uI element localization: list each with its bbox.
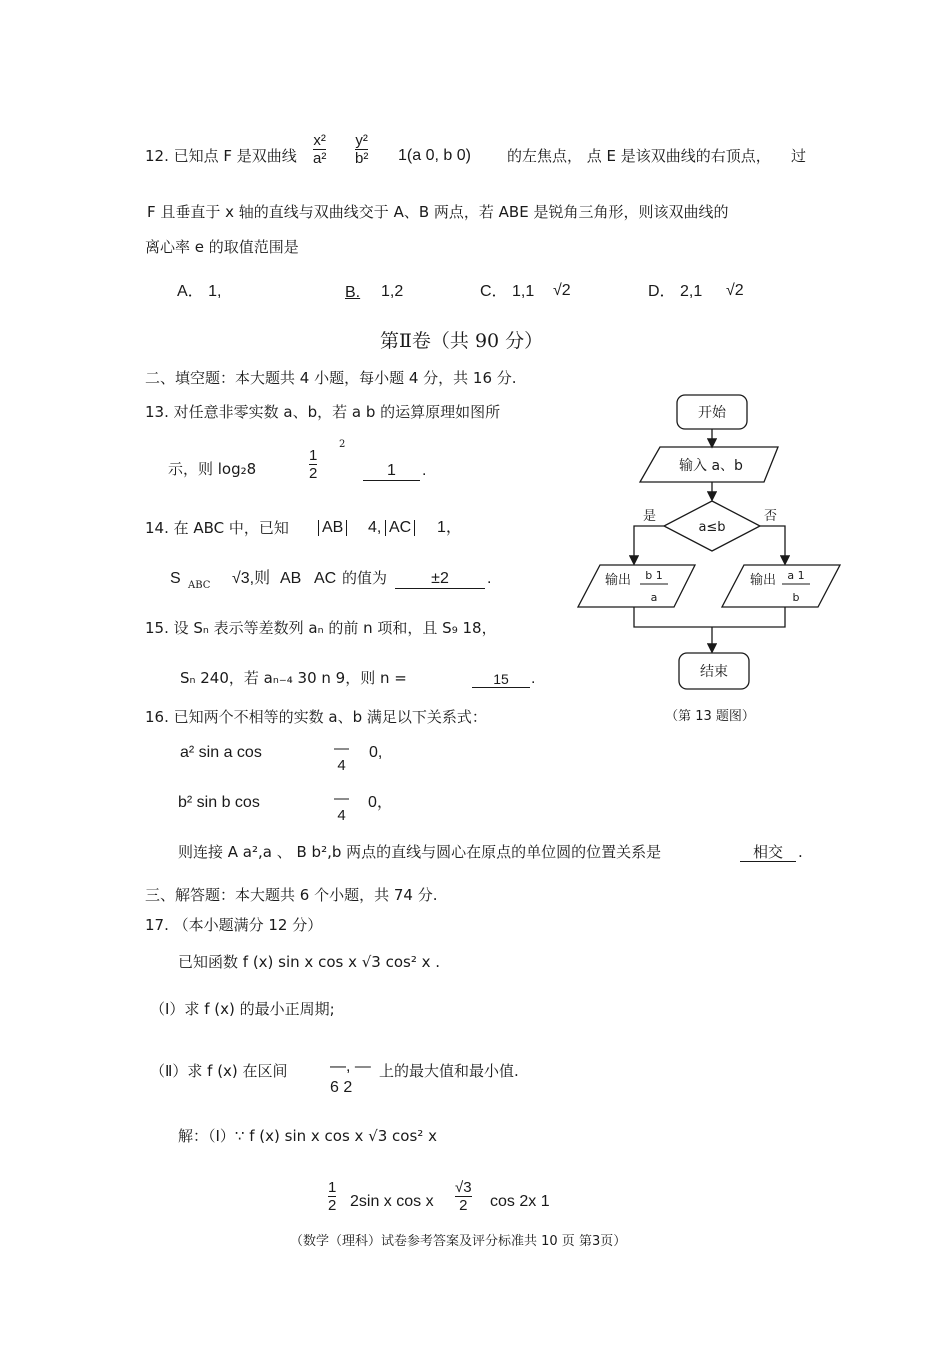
- q13-frac: [309, 447, 317, 483]
- q12-line2: F 且垂直于 x 轴的直线与双曲线交于 A、B 两点，若 ABE 是锐角三角形，则该双曲线的: [147, 203, 729, 221]
- q14-period: .: [487, 570, 492, 587]
- q12-option-d-sqrt: √2: [726, 282, 744, 299]
- flow-yes-label: 是: [643, 509, 657, 524]
- q17-sol-frac2-num: √3: [455, 1179, 472, 1196]
- q12-frac-x-num: x²: [313, 132, 326, 149]
- flow-connector: [634, 607, 785, 627]
- q12-frac-y-den: b²: [355, 150, 369, 168]
- q12-frac-x-den: a²: [313, 150, 327, 168]
- q17-interval-bottom: 6 2: [330, 1079, 353, 1096]
- q15-line2-prefix: Sₙ 240，若 aₙ₋₄ 30 n 9，则 n =: [180, 669, 407, 687]
- section3-heading: 三、解答题：本大题共 6 个小题，共 74 分.: [145, 886, 438, 904]
- q13-answer: [363, 463, 420, 481]
- q13-line1: 13. 对任意非零实数 a、b，若 a b 的运算原理如图所: [145, 403, 501, 421]
- q13-superscript: 2: [339, 439, 346, 450]
- q17-given: 已知函数 f (x) sin x cos x √3 cos² x .: [178, 953, 441, 971]
- q16-equation-2: b² sin b cos: [178, 794, 260, 811]
- q17-sol-frac1: [328, 1179, 336, 1215]
- flow-input-label: 输入 a、b: [679, 458, 743, 474]
- q12-option-d: D． 2,1: [648, 283, 703, 300]
- q16-period: .: [798, 843, 803, 861]
- q16-eq2-frac-num: —: [334, 790, 349, 807]
- q14-vec-ab-label: AB: [322, 519, 344, 536]
- flow-arrow: [760, 526, 785, 563]
- q16-eq2-frac: [334, 790, 349, 825]
- q12-option-b-value: 1,2: [381, 283, 404, 300]
- flow-output-left-num: b 1: [645, 569, 663, 582]
- q14-vec-ab: [318, 520, 347, 536]
- q14-answer-value: ±2: [431, 570, 449, 587]
- q17-part2-suffix: 上的最大值和最小值.: [379, 1062, 519, 1080]
- flow-output-right-label: 输出: [750, 573, 777, 588]
- q15-period: .: [531, 670, 536, 687]
- q17-solution-end: cos 2x 1: [490, 1193, 550, 1210]
- q17-sol-frac1-den: 2: [328, 1197, 337, 1215]
- q14-vec-ac-label: AC: [389, 519, 412, 536]
- q13-line2-prefix: 示，则 log₂8: [168, 460, 257, 478]
- q17-header: 17. （本小题满分 12 分）: [145, 916, 323, 934]
- q16-eq2-frac-den: 4: [337, 807, 346, 825]
- q17-solution-mid: 2sin x cos x: [350, 1193, 434, 1210]
- q12-line1-suffix: 的左焦点， 点 E 是该双曲线的右顶点，: [507, 147, 771, 165]
- flow-decision-label: a≤b: [698, 520, 726, 535]
- q12-condition: 1(a 0, b 0): [398, 147, 471, 164]
- q14-value-1: 1，: [437, 519, 462, 536]
- q14-vec-ac: [385, 520, 415, 536]
- flow-start-label: 开始: [698, 405, 726, 421]
- q16-answer-value: 相交: [752, 843, 783, 861]
- q16-eq1-frac-num: —: [334, 740, 349, 757]
- flow-output-left-label: 输出: [605, 573, 632, 588]
- section2-heading: 二、填空题：本大题共 4 小题，每小题 4 分，共 16 分.: [145, 369, 517, 387]
- q17-sol-frac2-den: 2: [459, 1197, 468, 1215]
- flow-caption: （第 13 题图）: [665, 709, 755, 724]
- flow-output-right-num: a 1: [787, 569, 805, 582]
- flow-output-left-box: [578, 565, 695, 607]
- q12-line1-end: 过: [791, 147, 807, 165]
- q16-equation-2-end: 0，: [368, 794, 393, 811]
- q12-option-c: C． 1,1: [480, 283, 535, 300]
- q13-frac-num: 1: [309, 447, 318, 464]
- part2-title: 第Ⅱ卷（共 90 分）: [380, 330, 544, 352]
- q15-answer: [472, 672, 530, 688]
- q17-sol-frac2: [455, 1179, 472, 1215]
- flow-output-left-den: a: [650, 591, 658, 604]
- q17-part2-prefix: （Ⅱ）求 f (x) 在区间: [150, 1062, 288, 1080]
- q16-equation-1-end: 0,: [369, 744, 383, 761]
- q12-frac-y-num: y²: [355, 132, 368, 149]
- q17-solution-line1: 解：（Ⅰ）∵ f (x) sin x cos x √3 cos² x: [178, 1127, 437, 1145]
- q14-line2-subscript: ABC: [188, 580, 211, 591]
- q16-eq1-frac-den: 4: [337, 757, 346, 775]
- q14-line2-prefix: S: [170, 570, 181, 587]
- flow-output-right-box: [722, 565, 840, 607]
- q17-part1: （Ⅰ）求 f (x) 的最小正周期;: [150, 1000, 335, 1018]
- q14-line2-suffix: 的值为: [342, 569, 388, 587]
- q17-sol-frac1-num: 1: [328, 1179, 337, 1196]
- flow-arrow: [634, 526, 664, 563]
- q14-line2-vec-ac: AC: [314, 570, 337, 587]
- q14-value-4: 4,: [368, 519, 382, 536]
- page-footer: （数学（理科）试卷参考答案及评分标准共 10 页 第3页）: [290, 1234, 627, 1249]
- q12-line3: 离心率 e 的取值范围是: [145, 238, 299, 256]
- q14-answer: [395, 571, 485, 589]
- q17-interval-top: —, —: [330, 1058, 371, 1075]
- flowchart: [570, 385, 850, 730]
- q15-line1: 15. 设 Sₙ 表示等差数列 aₙ 的前 n 项和，且 S₉ 18，: [145, 619, 497, 637]
- q13-answer-value: 1: [387, 462, 396, 479]
- q12-frac-x: [313, 132, 326, 168]
- flow-output-right-den: b: [792, 591, 800, 604]
- q15-answer-value: 15: [493, 671, 509, 687]
- q13-period: .: [422, 462, 427, 479]
- q14-line2-vec-ab: AB: [280, 570, 302, 587]
- q13-frac-den: 2: [309, 465, 318, 483]
- q14-line2-mid: √3,则: [232, 570, 271, 587]
- q12-line1-prefix: 12. 已知点 F 是双曲线: [145, 147, 297, 165]
- q16-line4: 则连接 A a²,a 、 B b²,b 两点的直线与圆心在原点的单位圆的位置关系是: [178, 843, 662, 861]
- flow-no-label: 否: [764, 509, 778, 524]
- q16-line1: 16. 已知两个不相等的实数 a、b 满足以下关系式：: [145, 708, 487, 726]
- q16-equation-1: a² sin a cos: [180, 744, 262, 761]
- q14-line1-prefix: 14. 在 ABC 中，已知: [145, 519, 289, 537]
- q12-frac-y: [355, 132, 368, 168]
- q12-option-b-label: B.: [345, 284, 361, 301]
- q16-answer: [740, 845, 796, 862]
- q12-option-a: A． 1,: [177, 283, 222, 300]
- q12-option-c-sqrt: √2: [553, 282, 571, 299]
- q16-eq1-frac: [334, 740, 349, 775]
- flow-end-label: 结束: [700, 664, 728, 680]
